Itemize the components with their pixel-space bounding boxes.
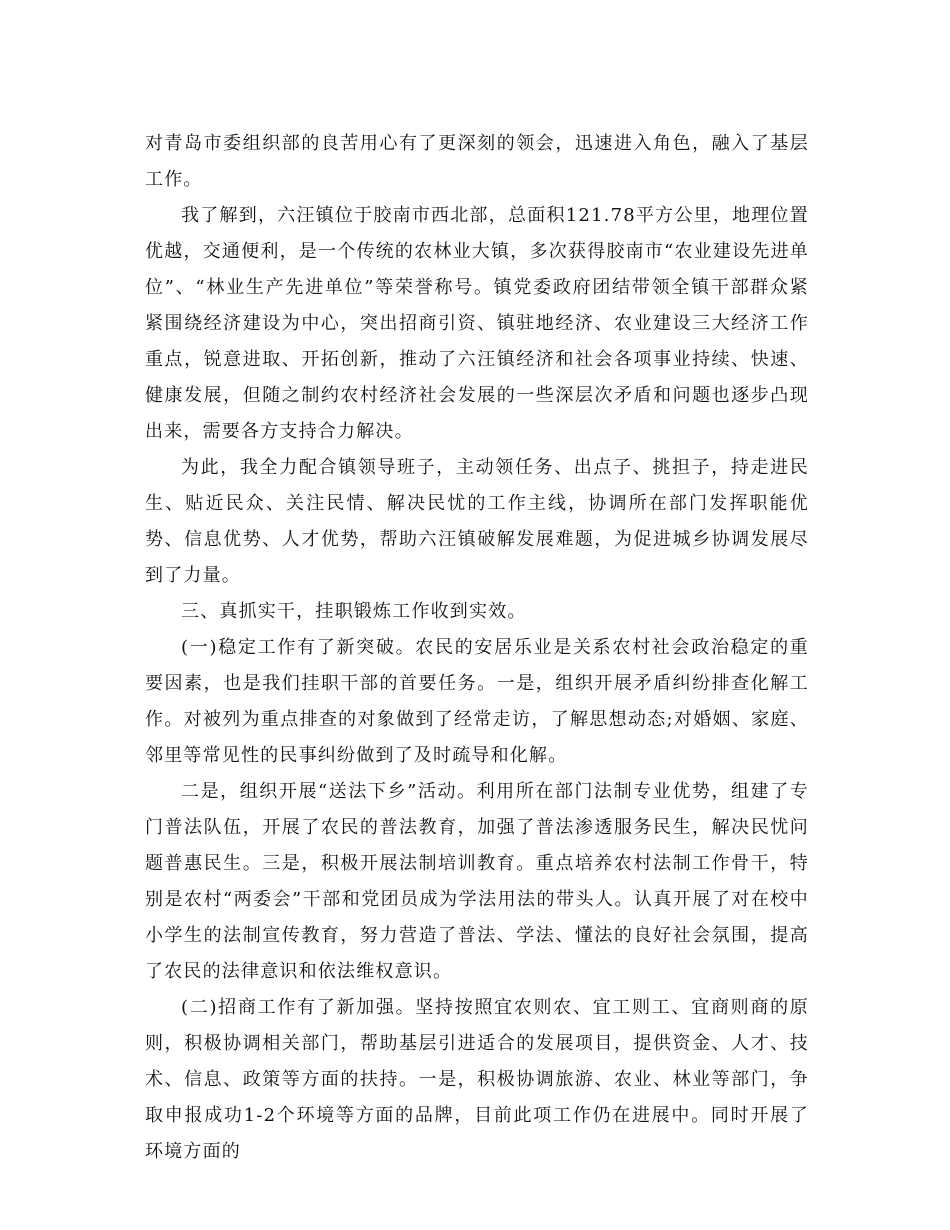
paragraph: (二)招商工作有了新加强。坚持按照宜农则农、宜工则工、宜商则商的原则，积极协调相关部门，帮助基层引进适合的发展项目，提供资金、人才、技术、信息、政策等方面的扶持。一是，积极协调旅游、农业、林业等部门，争取申报成功1-2个环境等方面的品牌，目前此项工作仍在进展中。同时开展了环境方面的	[145, 997, 809, 1162]
section-heading: 三、真抓实干，挂职锻炼工作收到实效。	[181, 601, 527, 622]
paragraph: 对青岛市委组织部的良苦用心有了更深刻的领会，迅速进入角色，融入了基层工作。	[145, 133, 809, 190]
paragraph: 我了解到，六汪镇位于胶南市西北部，总面积121.78平方公里，地理位置优越，交通便利，是一个传统的农林业大镇，多次获得胶南市“农业建设先进单位”、“林业生产先进单位”等荣誉称号。镇党委政府团结带领全镇干部群众紧紧围绕经济建设为中心，突出招商引资、镇驻地经济、农业建设三大经济工作重点，锐意进取、开拓创新，推动了六汪镇经济和社会各项事业持续、快速、健康发展，但随之制约农村经济社会发展的一些深层次矛盾和问题也逐步凸现出来，需要各方支持合力解决。	[145, 205, 809, 442]
document-body	[145, 126, 809, 1170]
paragraph: (一)稳定工作有了新突破。农民的安居乐业是关系农村社会政治稳定的重要因素，也是我们挂职干部的首要任务。一是，组织开展矛盾纠纷排查化解工作。对被列为重点排查的对象做到了经常走访，了解思想动态;对婚姻、家庭、邻里等常见性的民事纠纷做到了及时疏导和化解。	[145, 637, 809, 766]
paragraph: 为此，我全力配合镇领导班子，主动领任务、出点子、挑担子，持走进民生、贴近民众、关注民情、解决民忧的工作主线，协调所在部门发挥职能优势、信息优势、人才优势，帮助六汪镇破解发展难题，为促进城乡协调发展尽到了力量。	[145, 457, 809, 586]
paragraph: 二是，组织开展“送法下乡”活动。利用所在部门法制专业优势，组建了专门普法队伍，开展了农民的普法教育，加强了普法渗透服务民生，解决民忧问题普惠民生。三是，积极开展法制培训教育。重点培养农村法制工作骨干，特别是农村“两委会”干部和党团员成为学法用法的带头人。认真开展了对在校中小学生的法制宣传教育，努力营造了普法、学法、懂法的良好社会氛围，提高了农民的法律意识和依法维权意识。	[145, 781, 809, 982]
